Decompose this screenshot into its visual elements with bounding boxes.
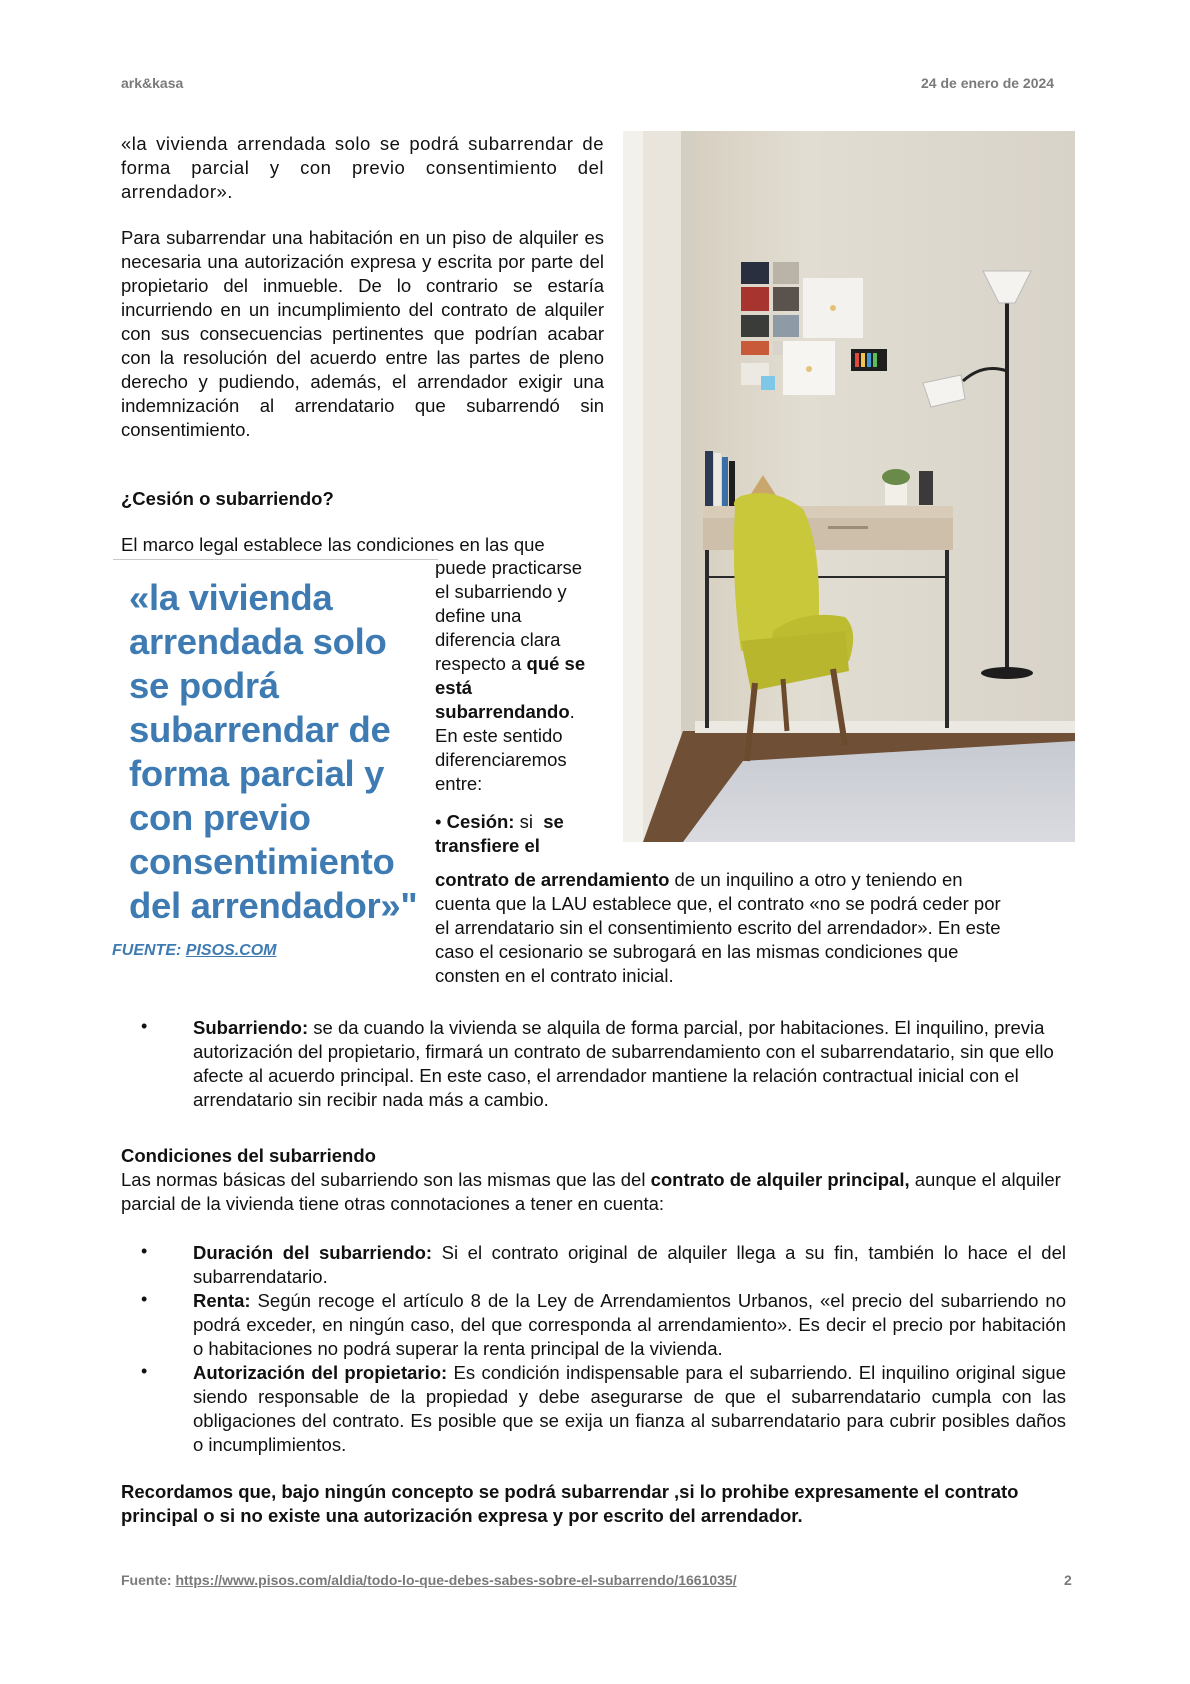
cesion-continuation — [435, 868, 1095, 988]
narrow-line — [435, 676, 615, 700]
cesion-rest: de un inquilino a otro y teniendo en — [669, 869, 963, 890]
esta-bold: está — [435, 677, 473, 698]
condition-label: Renta: — [193, 1290, 251, 1311]
pull-quote-line: arrendada solo — [129, 621, 387, 662]
condition-text: Según recoge el artículo 8 de la Ley de Arrendamientos Urbanos, «el precio del subarriendo no podrá exceder, en ningún caso, del que corresponda al arrendamiento». Es decir el precio por habitación o habitaciones no podrá superar la renta principal de la vivienda. — [193, 1290, 1066, 1359]
room-photo — [623, 131, 1075, 842]
narrow-line: define una — [435, 605, 522, 626]
conditions-intro-a: Las normas básicas del subarriendo son las mismas que las del — [121, 1169, 651, 1190]
pull-quote — [129, 576, 429, 928]
subarriendo-text: se da cuando la vivienda se alquila de forma parcial, por habitaciones. El inquilino, previa autorización del propietario, firmará un contrato de subarrendamiento con el subarrendatario, sin que ello afecte al acuerdo principal. En este caso, el arrendador mantiene la relación contractual inicial con el arrendatario sin recibir nada más a cambio. — [193, 1017, 1054, 1110]
condition-label: Duración del subarriendo: — [193, 1242, 433, 1263]
bullet-glyph: • — [141, 1241, 148, 1261]
condition-label: Autorización del propietario: — [193, 1362, 448, 1383]
conditions-intro — [121, 1168, 1081, 1216]
respecto-text: respecto a — [435, 653, 527, 674]
pull-quote-line: con previo — [129, 797, 311, 838]
cesion-se: se — [543, 811, 564, 832]
cesion-line: cuenta que la LAU establece que, el contrato «no se podrá ceder por — [435, 893, 1001, 914]
conditions-intro-b: aunque el alquiler parcial de la vivienda tiene otras connotaciones a tener en cuenta: — [121, 1169, 1061, 1214]
pull-quote-line: consentimiento — [129, 841, 395, 882]
cesion-line-1 — [435, 810, 615, 834]
cesion-contrato-bold: contrato de arrendamiento — [435, 869, 670, 890]
condition-duracion — [193, 1241, 1066, 1289]
bullet-glyph: • — [141, 1016, 148, 1036]
pull-quote-line: forma parcial y — [129, 753, 385, 794]
condition-text: Si el contrato original de alquiler llega a su fin, también lo hace el del subarrendatario. — [193, 1242, 1066, 1287]
subarrendando-bold: subarrendando — [435, 701, 570, 722]
narrow-line: puede practicarse — [435, 557, 583, 578]
cesion-line: consten en el contrato inicial. — [435, 965, 674, 986]
section-heading-cesion: ¿Cesión o subarriendo? — [121, 488, 334, 509]
closing-statement: Recordamos que, bajo ningún concepto se podrá subarrendar ,si lo prohibe expresamente el contrato principal o si no existe una autorización expresa y por escrito del arrendador. — [121, 1481, 1019, 1526]
section-intro-line: El marco legal establece las condiciones en las que — [121, 534, 545, 555]
condition-renta — [193, 1289, 1066, 1361]
header-date: 24 de enero de 2024 — [921, 75, 1055, 91]
source-link[interactable]: PISOS.COM — [185, 942, 277, 959]
conditions-heading: Condiciones del subarriendo — [121, 1145, 376, 1166]
bullet: • — [435, 811, 447, 832]
source-prefix: FUENTE: — [112, 942, 186, 959]
pull-quote-line: se podrá — [129, 665, 279, 706]
cesion-line: el arrendatario sin el consentimiento escrito del arrendador». En este — [435, 917, 1001, 938]
condition-text: Es condición indispensable para el subarriendo. El inquilino original sigue siendo responsable de la propiedad y debe asegurarse de que el subarrendatario cumpla con las obligaciones del contrato. Es posible que se exija un fianza al subarrendatario para cubrir posibles daños o incumplimientos. — [193, 1362, 1066, 1455]
pull-quote-line: del arrendador»" — [129, 885, 418, 926]
page-number: 2 — [1064, 1572, 1072, 1588]
subarriendo-item — [193, 1016, 1073, 1112]
cesion-si: si — [514, 811, 544, 832]
brand: ark&kasa — [121, 75, 184, 91]
footer-source — [121, 1572, 737, 1588]
que-se-bold: qué se — [526, 653, 586, 674]
intro-quote-paragraph: «la vivienda arrendada solo se podrá subarrendar de forma parcial y con previo consentimiento del arrendador». — [121, 133, 604, 202]
conditions-intro-bold: contrato de alquiler principal, — [650, 1169, 910, 1190]
cesion-line: caso el cesionario se subrogará en las mismas condiciones que — [435, 941, 959, 962]
cesion-line — [435, 868, 1095, 892]
narrow-line: diferencia clara — [435, 629, 561, 650]
cesion-transfiere: transfiere el — [435, 835, 540, 856]
period: . — [569, 701, 575, 722]
cesion-line-2 — [435, 834, 615, 858]
footer-prefix: Fuente: — [121, 1572, 176, 1588]
narrow-line: En este sentido — [435, 725, 563, 746]
narrow-column — [435, 556, 615, 858]
narrow-line — [435, 652, 615, 676]
narrow-line — [435, 700, 615, 724]
cesion-label: Cesión: — [446, 811, 515, 832]
narrow-line: diferenciaremos — [435, 749, 567, 770]
room-photo-svg — [623, 131, 1075, 842]
narrow-line: el subarriendo y — [435, 581, 567, 602]
intro-paragraph: Para subarrendar una habitación en un piso de alquiler es necesaria una autorización expresa y escrita por parte del propietario del inmueble. De lo contrario se estaría incurriendo en un incumplimiento del contrato de alquiler con sus consecuencias pertinentes que podrían acabar con la resolución del acuerdo entre las partes de pleno derecho y pudiendo, además, el arrendador exigir una indemnización al arrendatario que subarrendó sin consentimiento. — [121, 227, 604, 440]
pullquote-divider — [113, 559, 438, 560]
bullet-glyph: • — [141, 1361, 148, 1381]
pull-quote-source — [112, 942, 276, 960]
pull-quote-line: «la vivienda — [129, 577, 333, 618]
pull-quote-line: subarrendar de — [129, 709, 391, 750]
subarriendo-label: Subarriendo: — [193, 1017, 309, 1038]
narrow-line: entre: — [435, 773, 483, 794]
condition-autorizacion — [193, 1361, 1066, 1457]
footer-link[interactable]: https://www.pisos.com/aldia/todo-lo-que-debes-sabes-sobre-el-subarrendo/1661035/ — [175, 1572, 737, 1588]
bullet-glyph: • — [141, 1289, 148, 1309]
